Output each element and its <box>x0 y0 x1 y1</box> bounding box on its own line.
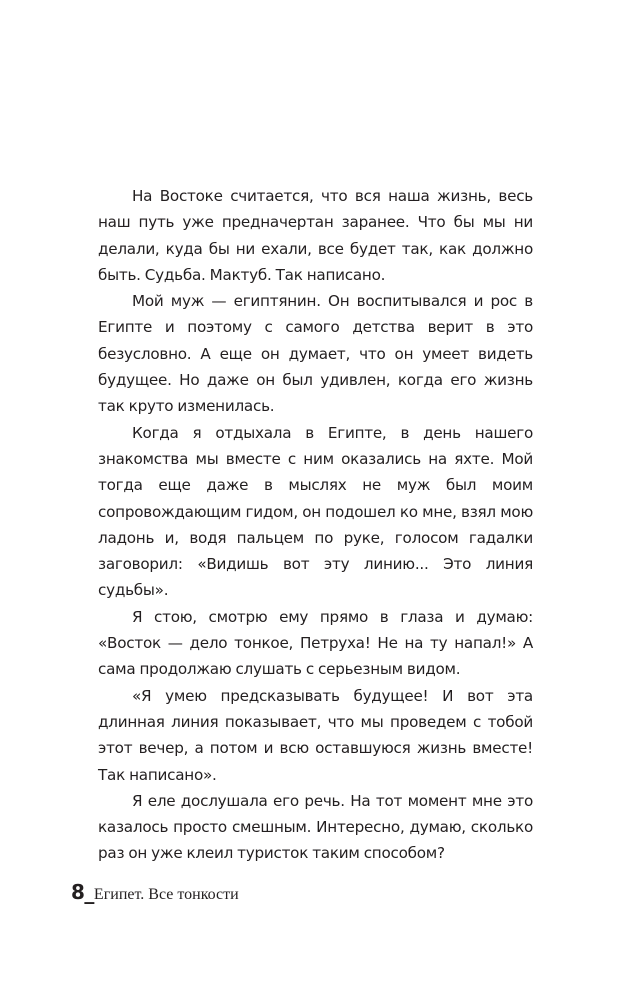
page-footer <box>71 880 239 904</box>
paragraph-2: Мой муж — египтянин. Он воспитывался и рос в Египте и поэтому с самого детства верит в это безусловно. А еще он думает, что он умеет видеть будущее. Но даже он был удивлен, когда его жизнь так круто изменилась. <box>98 292 533 416</box>
paragraph-1: На Востоке считается, что вся наша жизнь, весь наш путь уже предначертан заранее. Что бы мы ни делали, куда бы ни ехали, все будет так, как должно быть. Судьба. Мактуб. Так написано. <box>98 187 533 284</box>
paragraph-5: «Я умею предсказывать будущее! И вот эта длинная линия показывает, что мы проведем с тобой этот вечер, а потом и всю оставшуюся жизнь вместе! Так написано». <box>98 686 533 784</box>
paragraph-3: Когда я отдыхала в Египте, в день нашего знакомства мы вместе с ним оказались на яхте. Мой тогда еще даже в мыслях не муж был моим сопровождающим гидом, он подошел ко мне, взял мою ладонь и, водя пальцем по руке, голосом гадалки заговорил: «Видишь вот эту линию... Это линия судьбы». <box>98 423 533 600</box>
paragraph-4: Я стою, смотрю ему прямо в глаза и думаю: «Восток — дело тонкое, Петруха! Не на ту напал!» А сама продолжаю слушать с серьезным видом. <box>98 607 533 679</box>
footer-separator: _ <box>84 880 94 904</box>
page-number: 8 <box>71 880 85 904</box>
body-text <box>98 183 533 867</box>
running-title: Египет. Все тонкости <box>93 886 239 903</box>
paragraph-6: Я еле дослушала его речь. На тот момент мне это казалось просто смешным. Интересно, думаю, сколько раз он уже клеил туристок таким способом? <box>98 791 533 863</box>
